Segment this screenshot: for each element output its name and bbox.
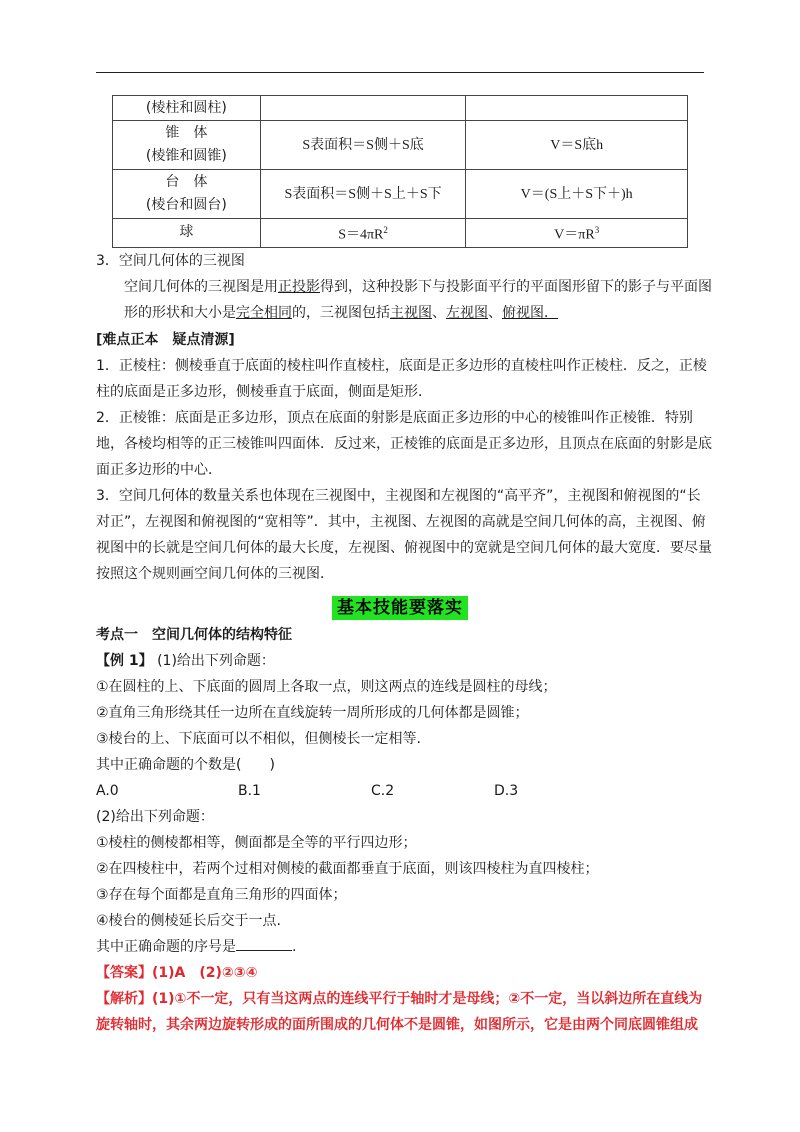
table-cell-label: (棱柱和圆柱) (113, 96, 261, 121)
table-cell-area: S表面积＝S侧＋S上＋S下 (260, 170, 466, 219)
section3 (96, 248, 712, 326)
analysis-text: 【解析】(1)①不一定，只有当这两点的连线平行于轴时才是母线；②不一定，当以斜边所在直线为旋转轴时，其余两边旋转形成的面所围成的几何体不是圆锥，如图所示，它是由两个同底圆锥组成 (96, 991, 703, 1033)
table-cell-area: S表面积＝S侧＋S底 (260, 121, 466, 170)
q1-item-1: ①在圆柱的上、下底面的圆周上各取一点，则这两点的连线是圆柱的母线； (96, 679, 557, 695)
q2-item-3: ③存在每个面都是直角三角形的四面体； (96, 887, 347, 903)
section-banner: 基本技能要落实 (332, 596, 468, 620)
table-cell-label: 球 (113, 219, 261, 248)
table-row (113, 170, 688, 219)
table-cell-label: 锥 体 (棱锥和圆锥) (113, 121, 261, 170)
choice-d: D.3 (494, 783, 519, 799)
formula-table (112, 95, 688, 248)
table-row (113, 219, 688, 248)
table-cell-area (260, 96, 466, 121)
q1-ask: 其中正确命题的个数是( ) (96, 757, 275, 773)
banner-wrap (0, 596, 800, 620)
answer-line: 【答案】(1)A (2)②③④ (96, 965, 258, 981)
table-row (113, 121, 688, 170)
q2-item-4: ④棱台的侧棱延长后交于一点. (96, 913, 282, 929)
q2-ask: 其中正确命题的序号是 . (96, 934, 712, 960)
table-cell-volume: $V=\pi R^3$ (466, 219, 688, 248)
answer-blank (236, 936, 292, 951)
q2-intro: (2)给出下列命题： (96, 809, 214, 825)
point1-heading: 考点一 空间几何体的结构特征 (96, 627, 292, 643)
difficulty-item-1: 1．正棱柱：侧棱垂直于底面的棱柱叫作直棱柱，底面是正多边形的直棱柱叫作正棱柱．反之，正棱柱的底面是正多边形，侧棱垂直于底面，侧面是矩形． (96, 358, 707, 400)
q1-choices (96, 778, 712, 804)
section3-paragraph: 空间几何体的三视图是用正投影得到，这种投影下与投影面平行的平面图形留下的影子与平面图形的形状和大小是完全相同的，三视图包括主视图、左视图、俯视图． (124, 279, 712, 321)
difficulty-heading: [难点正本 疑点清源] (96, 332, 235, 348)
section3-heading: 3．空间几何体的三视图 (96, 253, 245, 269)
example1-intro: 【例 1】 (1)给出下列命题： (96, 653, 275, 669)
table-row (113, 96, 688, 121)
q2-item-1: ①棱柱的侧棱都相等，侧面都是全等的平行四边形； (96, 835, 417, 851)
table-cell-volume: V＝(S上＋S下＋)h (466, 170, 688, 219)
difficulty-item-2: 2．正棱锥：底面是正多边形，顶点在底面的射影是底面正多边形的中心的棱锥叫作正棱锥．特别地，各棱均相等的正三棱锥叫四面体．反过来，正棱锥的底面是正多边形，且顶点在底面的射影是底面正多边形的中心． (96, 410, 712, 478)
choice-a: A.0 (96, 783, 119, 799)
q1-item-2: ②直角三角形绕其任一边所在直线旋转一周所形成的几何体都是圆锥； (96, 705, 529, 721)
choice-c: C.2 (371, 783, 395, 799)
difficulty-item-3: 3．空间几何体的数量关系也体现在三视图中，主视图和左视图的“高平齐”，主视图和俯视图的“长对正”，左视图和俯视图的“宽相等”．其中，主视图、左视图的高就是空间几何体的高，主视图、俯视图中的长就是空间几何体的最大长度，左视图、俯视图中的宽就是空间几何体的最大宽度．要尽量按照这个规则画空间几何体的三视图． (96, 488, 712, 582)
choice-b: B.1 (238, 783, 261, 799)
table-cell-volume: V＝S底h (466, 121, 688, 170)
q1-item-3: ③棱台的上、下底面可以不相似，但侧棱长一定相等. (96, 731, 421, 747)
table-cell-label: 台 体 (棱台和圆台) (113, 170, 261, 219)
point1-section (96, 622, 712, 1038)
table-cell-volume (466, 96, 688, 121)
difficulty-section (96, 327, 712, 587)
table-cell-area: $S=4\pi R^2$ (260, 219, 466, 248)
q2-item-2: ②在四棱柱中，若两个过相对侧棱的截面都垂直于底面，则该四棱柱为直四棱柱； (96, 861, 599, 877)
header-rule (96, 72, 704, 73)
